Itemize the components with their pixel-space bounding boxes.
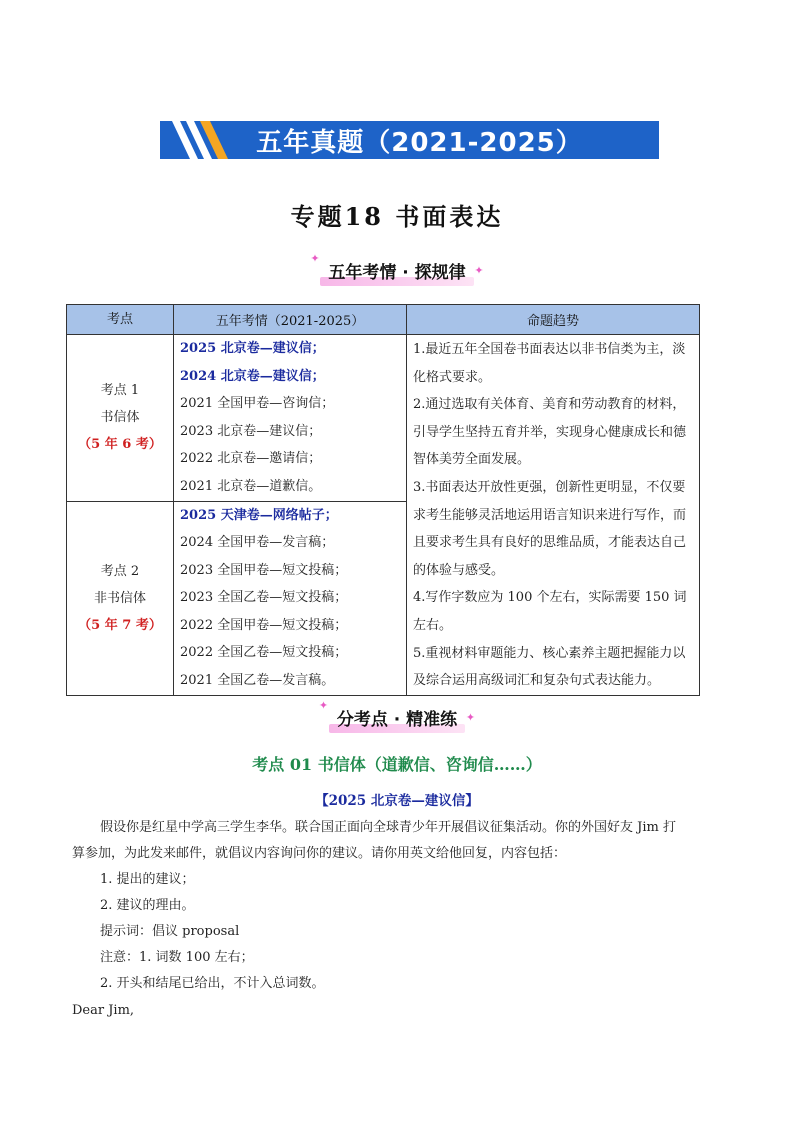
exam-item: 2024 全国甲卷—发言稿； xyxy=(180,535,335,551)
trend-item: 3.书面表达开放性更强，创新性更明显，不仅要求考生能够灵活地运用语言知识来进行写作，而且要求考生具有良好的思维品质，才能表达自己的体验与感受。 xyxy=(413,479,687,578)
exam-item: 2024 北京卷—建议信； xyxy=(180,368,325,384)
topic-name: 考点 2 xyxy=(100,563,140,579)
topic-name: 考点 1 xyxy=(100,383,140,399)
sparkle-icon: ✦ xyxy=(318,699,329,712)
topic-cell xyxy=(67,335,174,502)
exam-item: 2023 全国乙卷—短文投稿； xyxy=(180,590,348,606)
table-row xyxy=(67,335,700,502)
section-heading-trends xyxy=(0,252,794,283)
document-title: 专题18 书面表达 xyxy=(290,202,504,231)
trend-item: 5.重视材料审题能力、核心素养主题把握能力以及综合运用高级词汇和复杂句式表达能力。 xyxy=(413,645,686,689)
trend-item: 1.最近五年全国卷书面表达以非书信类为主，淡化格式要求。 xyxy=(413,342,686,385)
stripe-decoration-icon xyxy=(168,121,238,159)
topic-count: （5 年 7 考） xyxy=(78,617,162,633)
sparkle-icon: ✦ xyxy=(465,711,476,724)
sparkle-icon: ✦ xyxy=(310,252,320,265)
header-cell: 命题趋势 xyxy=(407,305,700,335)
trend-item: 2.通过选取有关体育、美育和劳动教育的材料，引导学生坚持五育并举，实现身心健康成长和德智体美劳全面发展。 xyxy=(413,397,687,468)
question-source: 【2025 北京卷—建议信】 xyxy=(315,793,479,809)
requirement-point: 2. 建议的理由。 xyxy=(100,898,195,913)
exam-item: 2021 全国乙卷—发言稿。 xyxy=(180,672,335,688)
topic-type: 非书信体 xyxy=(93,590,146,606)
section-heading-label: 分考点 · 精准练 xyxy=(336,710,458,730)
note-text: 2. 开头和结尾已给出，不计入总词数。 xyxy=(100,976,325,991)
section-heading-practice xyxy=(0,699,794,730)
exam-item: 2021 全国甲卷—咨询信； xyxy=(180,396,335,411)
topic-count: （5 年 6 考） xyxy=(78,437,162,453)
exam-list-cell xyxy=(174,501,407,695)
exam-list-cell xyxy=(174,335,407,502)
banner-title: 五年真题（2021-2025） xyxy=(256,127,583,158)
exam-item: 2025 北京卷—建议信； xyxy=(180,341,325,356)
exam-item: 2021 北京卷—道歉信。 xyxy=(180,478,322,494)
requirement-point: 1. 提出的建议； xyxy=(100,872,195,887)
sparkle-icon: ✦ xyxy=(474,264,484,277)
exam-item: 2022 北京卷—邀请信； xyxy=(180,451,322,466)
exam-trends-table xyxy=(66,304,700,696)
topic-title: 考点 01 书信体（道歉信、咨询信……） xyxy=(252,755,542,774)
hint-text: 提示词：倡议 proposal xyxy=(100,924,240,939)
trend-item: 4.写作字数应为 100 个左右，实际需要 150 词左右。 xyxy=(413,590,687,633)
note-text: 注意：1. 词数 100 左右； xyxy=(100,950,254,965)
exam-item: 2023 北京卷—建议信； xyxy=(180,423,322,439)
exam-item: 2022 全国乙卷—短文投稿； xyxy=(180,645,348,661)
trend-cell xyxy=(407,335,700,696)
header-cell: 五年考情（2021-2025） xyxy=(174,305,407,335)
topic-cell xyxy=(67,501,174,695)
topic-type: 书信体 xyxy=(100,410,140,426)
question-intro-line: 算参加，为此发来邮件，就倡议内容询问你的建议。请你用英文给他回复，内容包括： xyxy=(72,846,567,861)
letter-greeting: Dear Jim, xyxy=(72,1003,135,1018)
exam-item: 2023 全国甲卷—短文投稿； xyxy=(180,562,348,578)
exam-item: 2022 全国甲卷—短文投稿； xyxy=(180,617,348,633)
exam-item: 2025 天津卷—网络帖子； xyxy=(180,507,338,523)
question-intro-line: 假设你是红星中学高三学生李华。联合国正面向全球青少年开展倡议征集活动。你的外国好友 Jim 打 xyxy=(100,820,676,835)
header-banner xyxy=(160,121,659,159)
section-heading-label: 五年考情 · 探规律 xyxy=(328,263,466,283)
table-header-row xyxy=(67,305,700,335)
header-cell: 考点 xyxy=(67,305,174,335)
